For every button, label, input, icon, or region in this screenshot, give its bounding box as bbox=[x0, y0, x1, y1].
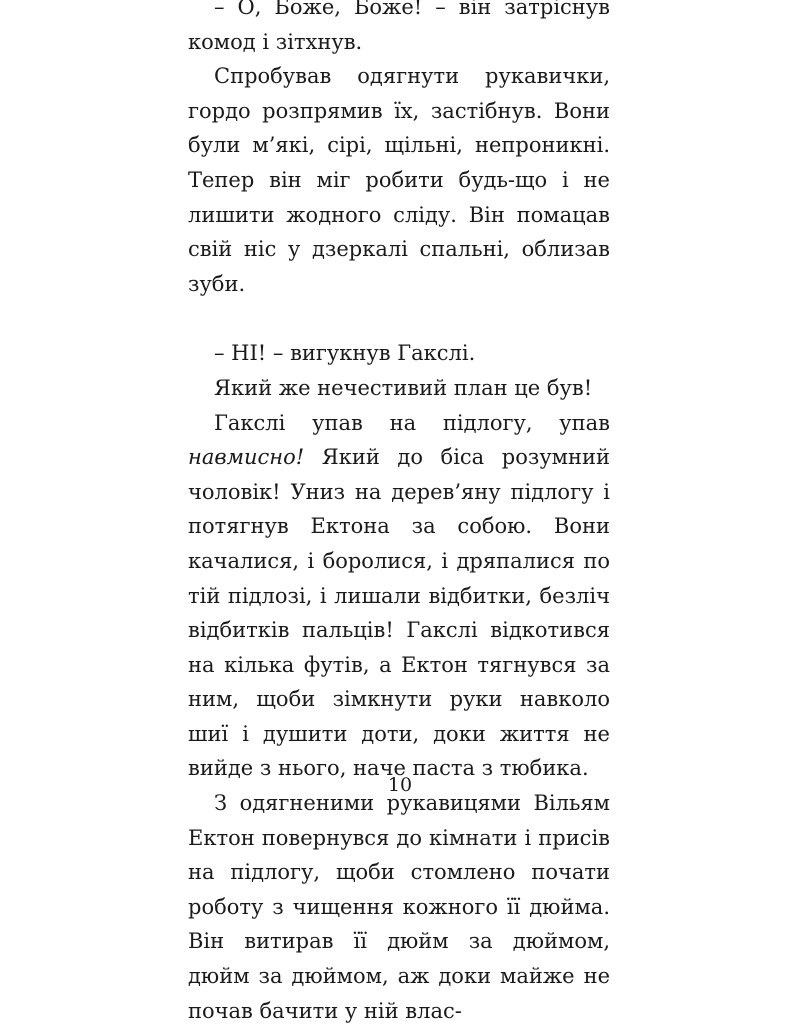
section-break bbox=[188, 301, 610, 336]
paragraph-cleaning: З одягненими рукавицями Вільям Ектон повернувся до кімнати і присів на підлогу, щоби стомлено почати роботу з чищення кожного її дюйма. Він витирав її дюйм за дюймом, дюйм за дюймом, аж доки майже не почав бачити у ній влас- bbox=[188, 791, 610, 1023]
paragraph-gloves: Спробував одягнути рукавички, гордо розпрямив їх, застібнув. Вони були м’які, сірі, щільні, непроникні. Тепер він міг робити будь-що і не лишити жодного сліду. Він помацав свій ніс у дзеркалі спальні, облизав зуби. bbox=[188, 64, 610, 296]
paragraph-dialogue-god: – О, Боже, Боже! – він затріснув комод і зітхнув. bbox=[188, 0, 610, 54]
fight-text-emphasis: навмисно! bbox=[188, 445, 305, 470]
body-text bbox=[188, 0, 610, 1028]
paragraph-wicked-plan: Який же нечестивий план це був! bbox=[214, 375, 593, 400]
fight-text-end: Який до біса розумний чоловік! Униз на дерев’яну підлогу і потягнув Ектона за собою. Вони качалися, і боролися, і дряпалися по тій підлозі, і лишали відбитки, безліч відбитків пальців! Гакслі відкотився на кілька футів, а Ектон тягнувся за ним, щоби зімкнути руки навколо шиї і душити доти, доки життя не вийде з нього, наче паста з тюбика. bbox=[188, 445, 610, 781]
paragraph-dialogue-no: – НІ! – вигукнув Гакслі. bbox=[214, 341, 476, 366]
paragraph-fight bbox=[188, 406, 610, 787]
page-number: 10 bbox=[387, 774, 413, 796]
fight-text-start: Гакслі упав на підлогу, упав bbox=[214, 410, 610, 435]
